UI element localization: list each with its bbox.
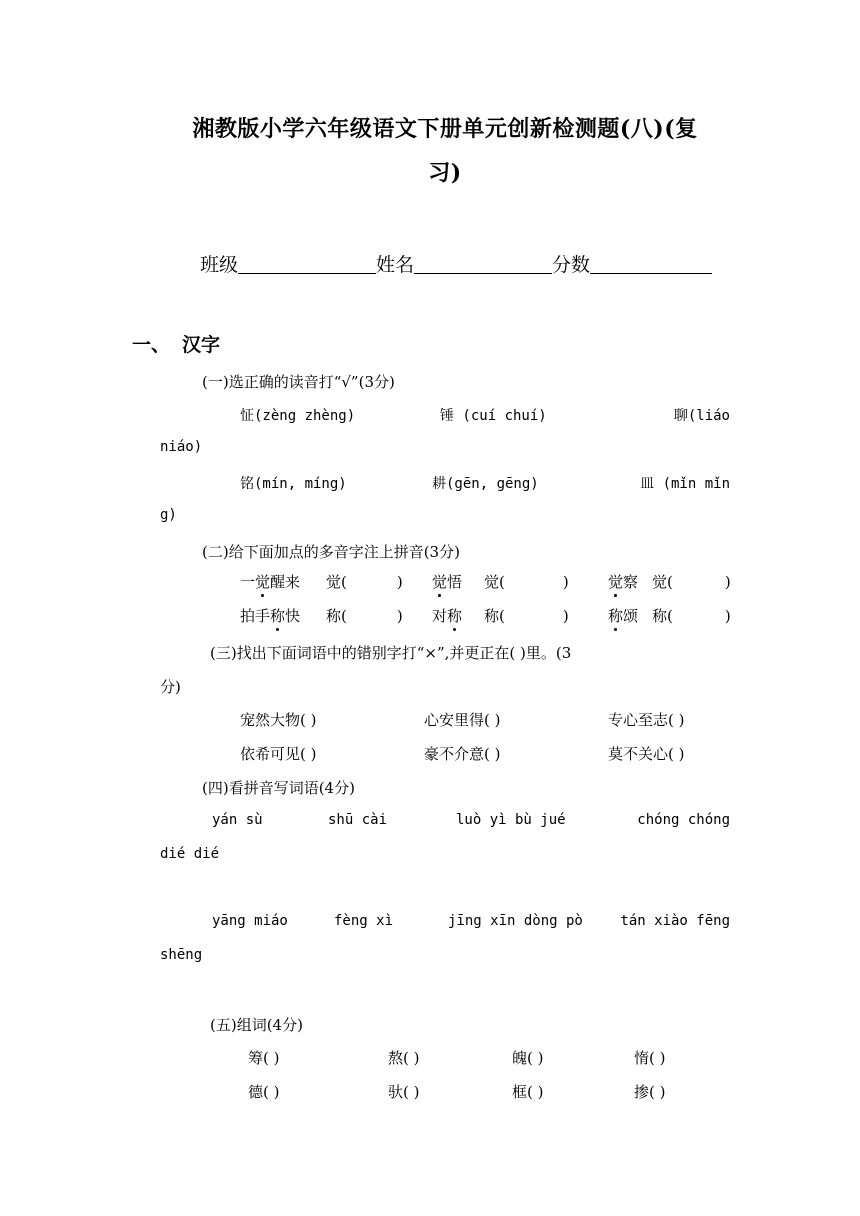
q5-item[interactable]: 魄( ) bbox=[512, 1049, 544, 1067]
q2-word: 觉悟 bbox=[432, 573, 463, 591]
q5-item[interactable]: 筹( ) bbox=[248, 1049, 280, 1067]
q1-item[interactable]: 怔(zèng zhèng) bbox=[240, 408, 356, 424]
q1-item-continuation: g) bbox=[160, 507, 177, 523]
pinyin-word: fèng xì bbox=[334, 913, 394, 929]
q1-item-continuation: niáo) bbox=[160, 439, 203, 455]
q2-answer[interactable]: 觉( ) bbox=[326, 573, 403, 591]
q5-item[interactable]: 熬( ) bbox=[388, 1049, 420, 1067]
q2-word: 称颂 bbox=[608, 607, 639, 625]
class-blank[interactable] bbox=[238, 253, 376, 274]
q3-item[interactable]: 宠然大物( ) bbox=[240, 711, 317, 729]
q5-heading: (五)组词(4分) bbox=[210, 1016, 303, 1034]
section-heading bbox=[132, 330, 220, 357]
pinyin-word: yāng miáo bbox=[212, 913, 288, 929]
q2-word: 一觉醒来 bbox=[240, 573, 301, 591]
score-blank[interactable] bbox=[590, 253, 712, 274]
dotted-char: 觉 bbox=[255, 573, 271, 591]
dotted-char: 称 bbox=[270, 607, 286, 625]
pinyin-word: jīng xīn dòng pò bbox=[448, 913, 583, 929]
q3-item[interactable]: 心安里得( ) bbox=[424, 711, 501, 729]
dotted-char: 觉 bbox=[608, 573, 624, 591]
pinyin-word: yán sù bbox=[212, 812, 263, 828]
q4-heading: (四)看拼音写词语(4分) bbox=[202, 779, 355, 797]
q5-item[interactable]: 惰( ) bbox=[634, 1049, 666, 1067]
q1-item[interactable]: 锤 (cuí chuí) bbox=[440, 408, 547, 424]
name-label: 姓名 bbox=[376, 254, 415, 276]
q5-item[interactable]: 掺( ) bbox=[634, 1083, 666, 1101]
dotted-char: 称 bbox=[447, 607, 463, 625]
exam-title-line1: 湘教版小学六年级语文下册单元创新检测题(八)(复 bbox=[192, 116, 698, 142]
q1-item[interactable]: 皿 (mǐn mǐn bbox=[640, 476, 730, 492]
class-label: 班级 bbox=[200, 254, 239, 276]
student-info-row bbox=[200, 250, 712, 277]
pinyin-word-continuation: dié dié bbox=[160, 846, 220, 862]
q3-item[interactable]: 专心至志( ) bbox=[608, 711, 685, 729]
pinyin-word: chóng chóng bbox=[637, 812, 730, 828]
q2-heading: (二)给下面加点的多音字注上拼音(3分) bbox=[202, 543, 460, 561]
exam-title-line2: 习) bbox=[428, 160, 462, 186]
pinyin-word: luò yì bù jué bbox=[456, 812, 566, 828]
q2-word: 对称 bbox=[432, 607, 463, 625]
dotted-char: 觉 bbox=[432, 573, 448, 591]
pinyin-word-continuation: shēng bbox=[160, 947, 203, 963]
section-title: 汉字 bbox=[182, 334, 221, 356]
q5-item[interactable]: 驮( ) bbox=[388, 1083, 420, 1101]
q3-heading: (三)找出下面词语中的错别字打“×”,并更正在( )里。(3 bbox=[210, 644, 572, 662]
q2-answer[interactable]: 觉( ) bbox=[484, 573, 569, 591]
dotted-char: 称 bbox=[608, 607, 624, 625]
score-label: 分数 bbox=[552, 254, 591, 276]
q3-heading-continuation: 分) bbox=[160, 678, 181, 696]
name-blank[interactable] bbox=[414, 253, 552, 274]
q1-item[interactable]: 铭(mín, míng) bbox=[240, 476, 347, 492]
q3-item[interactable]: 依希可见( ) bbox=[240, 745, 317, 763]
q2-answer[interactable]: 称( ) bbox=[326, 607, 403, 625]
q1-item[interactable]: 聊(liáo bbox=[673, 408, 730, 424]
q2-word: 拍手称快 bbox=[240, 607, 301, 625]
q1-heading: (一)选正确的读音打“√”(3分) bbox=[202, 373, 395, 391]
q2-answer[interactable]: 觉( ) bbox=[652, 573, 731, 591]
pinyin-word: tán xiào fēng bbox=[620, 913, 730, 929]
section-number: 一、 bbox=[132, 334, 171, 356]
q2-answer[interactable]: 称( ) bbox=[652, 607, 731, 625]
q5-item[interactable]: 框( ) bbox=[512, 1083, 544, 1101]
q3-item[interactable]: 莫不关心( ) bbox=[608, 745, 685, 763]
q3-item[interactable]: 豪不介意( ) bbox=[424, 745, 501, 763]
q2-answer[interactable]: 称( ) bbox=[484, 607, 569, 625]
pinyin-word: shū cài bbox=[328, 812, 388, 828]
q1-item[interactable]: 耕(gēn, gēng) bbox=[432, 476, 539, 492]
q2-word: 觉察 bbox=[608, 573, 639, 591]
q5-item[interactable]: 德( ) bbox=[248, 1083, 280, 1101]
